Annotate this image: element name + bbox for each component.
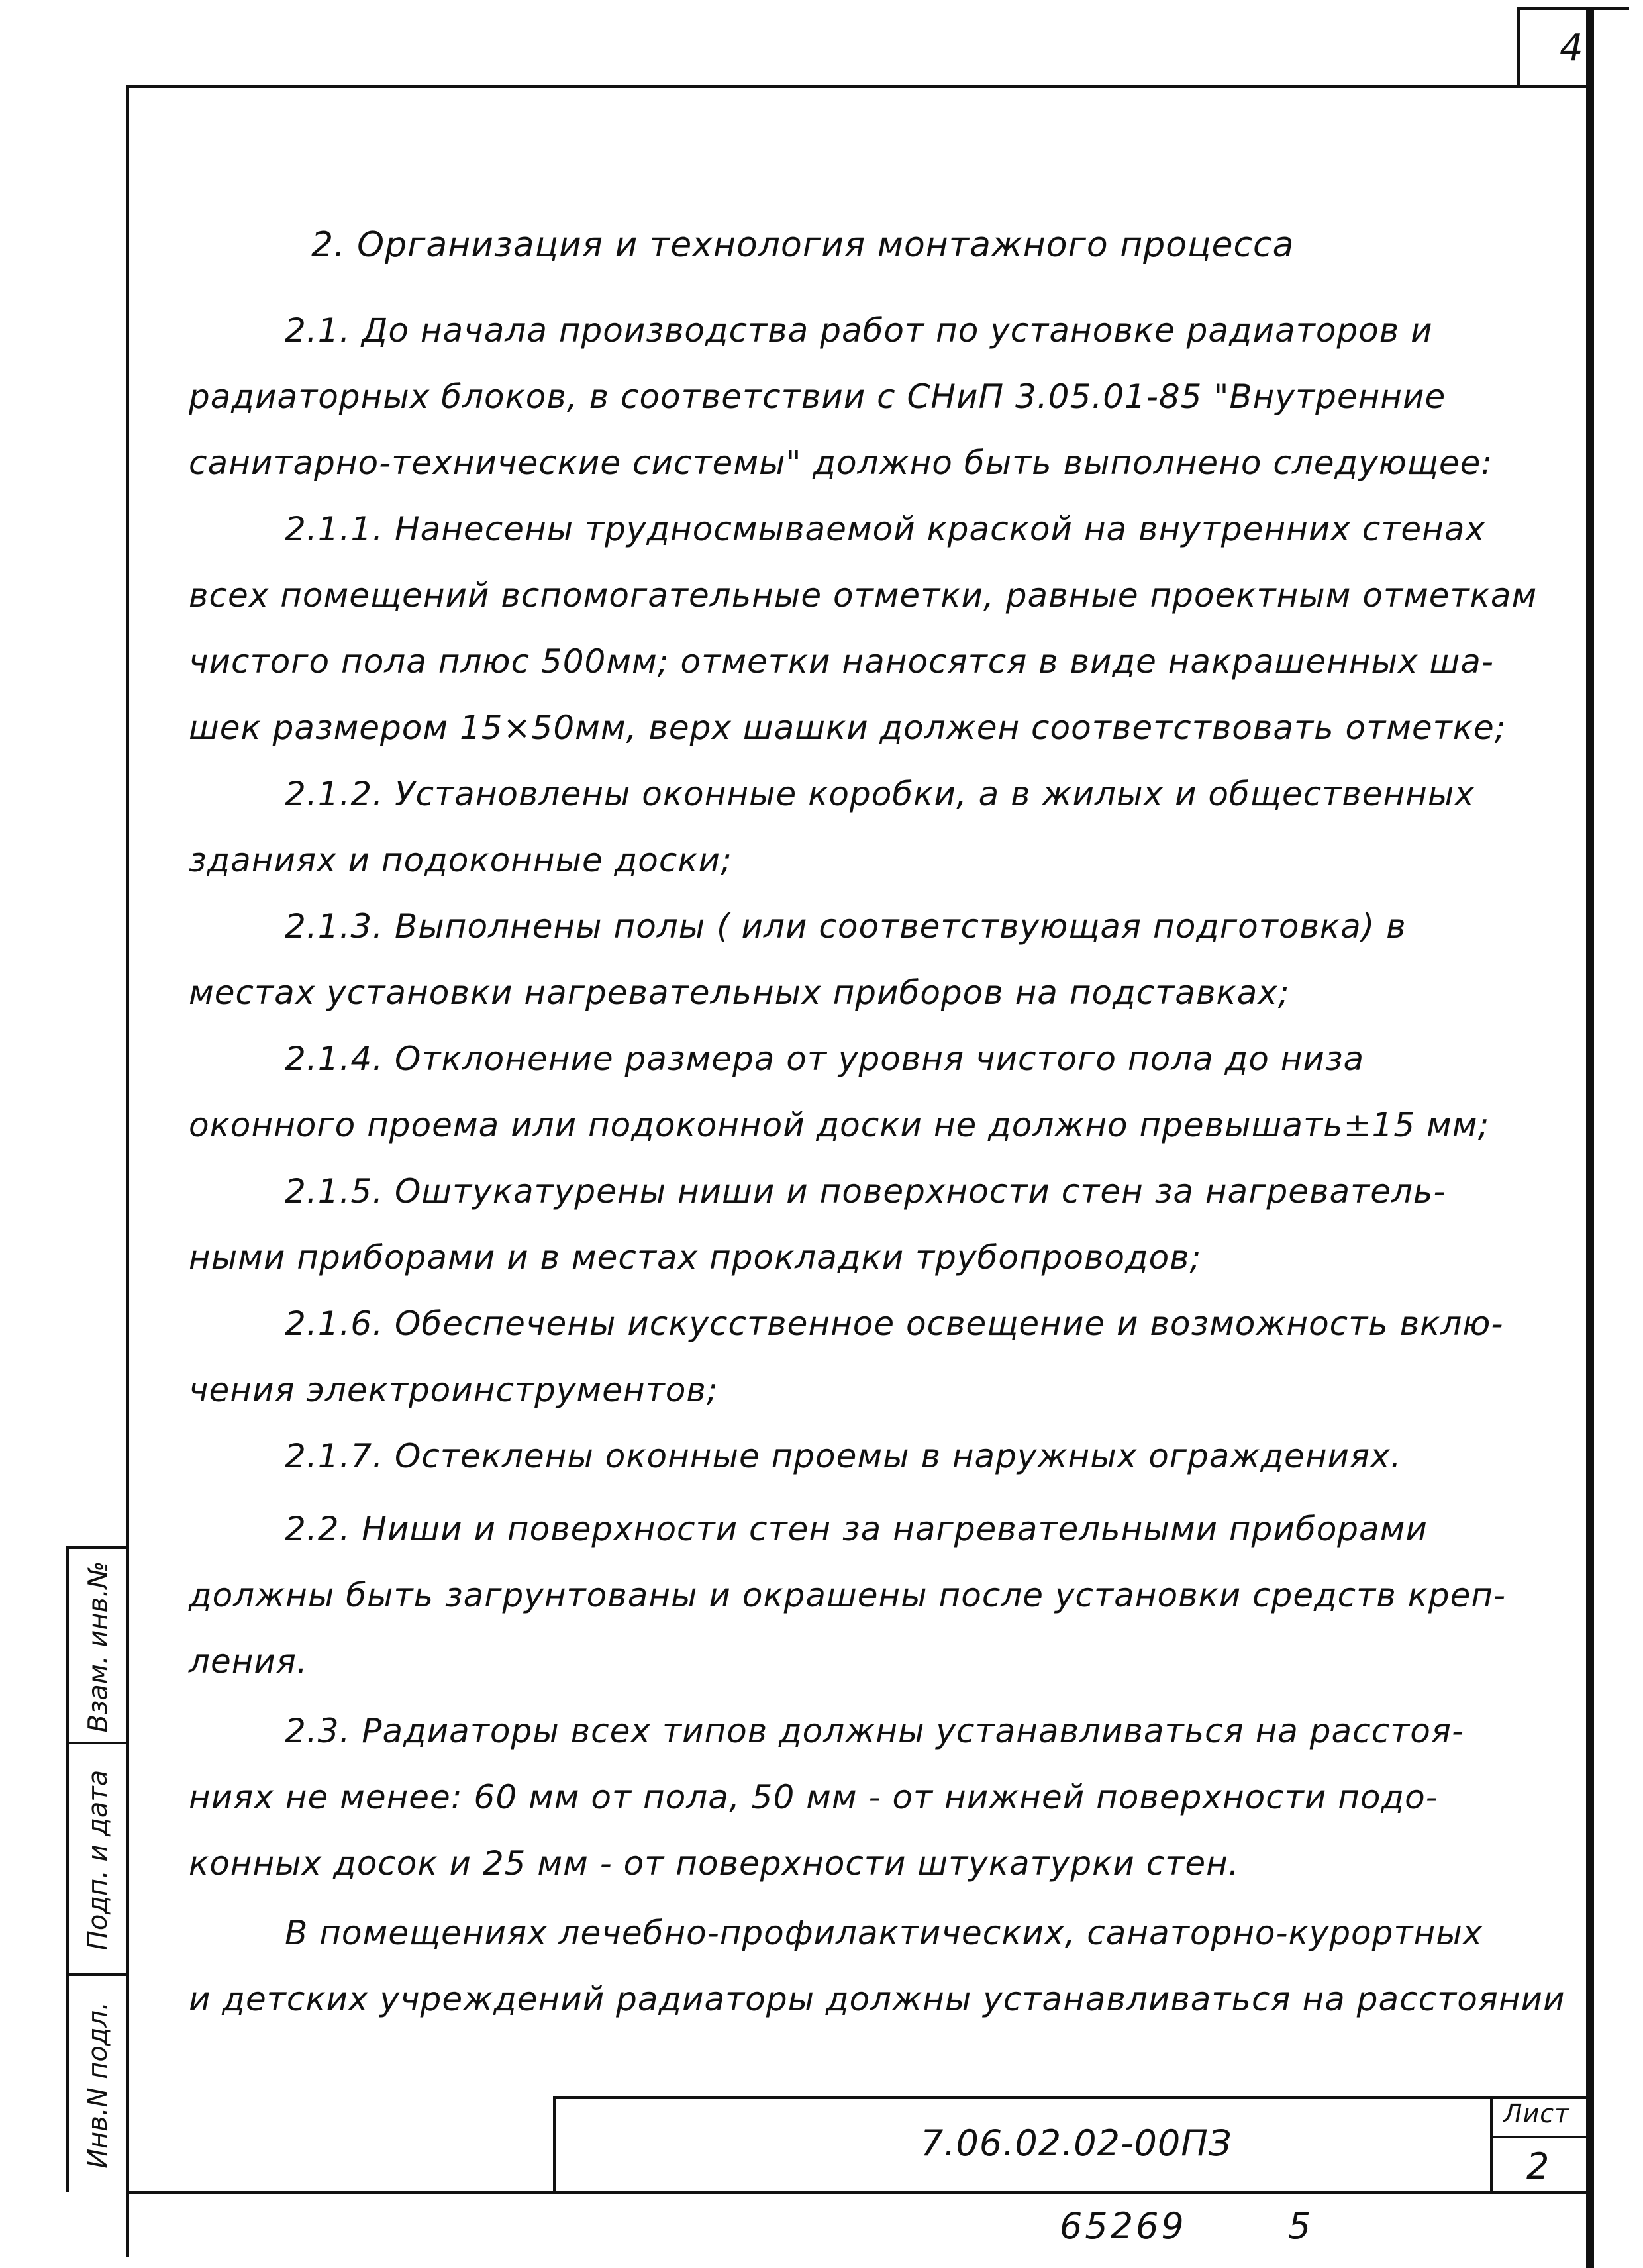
- text-line: и детских учреждений радиаторы должны устанавливаться на расстоянии: [189, 1980, 1566, 2018]
- text-line: 2.1. До начала производства работ по установке радиаторов и: [285, 311, 1433, 350]
- text-line: должны быть загрунтованы и окрашены после установки средств креп-: [189, 1576, 1507, 1614]
- frame-top-line: [126, 85, 1589, 88]
- sheet-label: Лист: [1503, 2099, 1570, 2128]
- text-line: 2.1.7. Остеклены оконные проемы в наружных ограждениях.: [285, 1437, 1402, 1475]
- document-code: 7.06.02.02-00ПЗ: [921, 2122, 1232, 2164]
- corner-box-left-line: [1517, 7, 1520, 86]
- archive-number: 65269: [1060, 2205, 1187, 2247]
- text-line: В помещениях лечебно-профилактических, санаторно-курортных: [285, 1914, 1483, 1952]
- section-heading: 2. Организация и технология монтажного процесса: [311, 225, 1295, 265]
- side-cell-replacement-inv: [69, 1546, 127, 1744]
- side-label-signature-date: Подп. и дата: [83, 1769, 114, 1951]
- frame-right-line: [1586, 7, 1594, 2268]
- side-label-replacement-inv: Взам. инв.№: [83, 1561, 113, 1732]
- text-line: ления.: [189, 1642, 308, 1681]
- text-line: 2.3. Радиаторы всех типов должны устанавливаться на расстоя-: [285, 1712, 1464, 1750]
- format-number: 5: [1288, 2205, 1312, 2247]
- side-cell-original-inv: [69, 1973, 127, 2194]
- text-line: 2.1.6. Обеспечены искусственное освещение и возможность вклю-: [285, 1305, 1504, 1343]
- side-stamp: [66, 1546, 130, 2192]
- sheet-cell-left-line: [1490, 2096, 1493, 2192]
- text-line: конных досок и 25 мм - от поверхности штукатурки стен.: [189, 1844, 1240, 1883]
- text-line: чистого пола плюс 500мм; отметки наносятся в виде накрашенных ша-: [189, 642, 1494, 681]
- sheet-cell-divider-line: [1490, 2136, 1589, 2138]
- side-label-original-inv: Инв.N подл.: [83, 2002, 113, 2169]
- text-line: ными приборами и в местах прокладки трубопроводов;: [189, 1238, 1202, 1277]
- text-line: зданиях и подоконные доски;: [189, 841, 732, 879]
- title-block-left-line: [553, 2096, 556, 2192]
- title-block-top-line: [553, 2096, 1589, 2099]
- side-cell-signature-date: [69, 1742, 127, 1976]
- text-line: радиаторных блоков, в соответствии с СНиП 3.05.01-85 "Внутренние: [189, 377, 1446, 416]
- text-line: 2.1.5. Оштукатурены ниши и поверхности стен за нагреватель-: [285, 1172, 1446, 1210]
- text-line: чения электроинструментов;: [189, 1371, 719, 1409]
- corner-box-top-line: [1517, 7, 1629, 10]
- sheet-number: 2: [1526, 2145, 1550, 2187]
- text-line: всех помещений вспомогательные отметки, равные проектным отметкам: [189, 576, 1538, 615]
- text-line: 2.1.2. Установлены оконные коробки, а в жилых и общественных: [285, 775, 1475, 813]
- text-line: местах установки нагревательных приборов на подставках;: [189, 973, 1290, 1012]
- text-line: шек размером 15×50мм, верх шашки должен соответствовать отметке;: [189, 709, 1507, 747]
- top-page-number: 4: [1560, 26, 1583, 70]
- text-line: ниях не менее: 60 мм от пола, 50 мм - от нижней поверхности подо-: [189, 1778, 1438, 1816]
- text-line: 2.2. Ниши и поверхности стен за нагревательными приборами: [285, 1510, 1428, 1548]
- text-line: оконного проема или подоконной доски не должно превышать±15 мм;: [189, 1106, 1490, 1144]
- text-line: 2.1.4. Отклонение размера от уровня чистого пола до низа: [285, 1040, 1365, 1078]
- frame-bottom-line: [126, 2191, 1589, 2194]
- text-line: 2.1.1. Нанесены трудносмываемой краской на внутренних стенах: [285, 510, 1486, 548]
- text-line: 2.1.3. Выполнены полы ( или соответствующая подготовка) в: [285, 907, 1407, 946]
- text-line: санитарно-технические системы" должно быть выполнено следующее:: [189, 444, 1493, 482]
